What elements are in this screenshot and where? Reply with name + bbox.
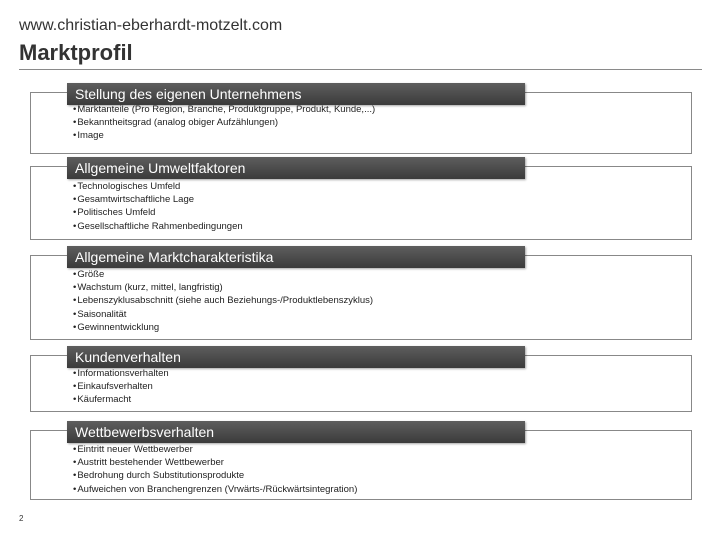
- list-item: • Bekanntheitsgrad (analog obiger Aufzählungen): [73, 116, 375, 129]
- section-header: Allgemeine Marktcharakteristika: [67, 246, 525, 268]
- bullet-list: [73, 180, 243, 233]
- list-item: • Lebenszyklusabschnitt (siehe auch Beziehungs-/Produktlebenszyklus): [73, 294, 373, 307]
- list-item: • Aufweichen von Branchengrenzen (Vrwärts-/Rückwärtsintegration): [73, 483, 357, 496]
- bullet-list: [73, 103, 375, 143]
- list-item: • Bedrohung durch Substitutionsprodukte: [73, 469, 357, 482]
- title-divider: [19, 69, 702, 70]
- section-header: Kundenverhalten: [67, 346, 525, 368]
- bullet-list: [73, 268, 373, 334]
- list-item: • Marktanteile (Pro Region, Branche, Produktgruppe, Produkt, Kunde,...): [73, 103, 375, 116]
- list-item: • Saisonalität: [73, 308, 373, 321]
- section-market-position: [30, 86, 692, 154]
- list-item: • Image: [73, 129, 375, 142]
- list-item: • Einkaufsverhalten: [73, 380, 169, 393]
- section-customer-behavior: [30, 349, 692, 412]
- list-item: • Wachstum (kurz, mittel, langfristig): [73, 281, 373, 294]
- section-market-characteristics: [30, 249, 692, 340]
- bullet-list: [73, 367, 169, 407]
- list-item: • Gewinnentwicklung: [73, 321, 373, 334]
- section-header: Wettbewerbsverhalten: [67, 421, 525, 443]
- site-url: www.christian-eberhardt-motzelt.com: [19, 17, 283, 34]
- section-environment-factors: [30, 160, 692, 240]
- list-item: • Informationsverhalten: [73, 367, 169, 380]
- list-item: • Käufermacht: [73, 393, 169, 406]
- page-title: Marktprofil: [19, 40, 133, 65]
- section-header: Allgemeine Umweltfaktoren: [67, 157, 525, 179]
- bullet-list: [73, 443, 357, 496]
- list-item: • Austritt bestehender Wettbewerber: [73, 456, 357, 469]
- list-item: • Gesamtwirtschaftliche Lage: [73, 193, 243, 206]
- list-item: • Gesellschaftliche Rahmenbedingungen: [73, 220, 243, 233]
- page-number: 2: [19, 514, 24, 523]
- section-competitive-behavior: [30, 424, 692, 500]
- list-item: • Größe: [73, 268, 373, 281]
- list-item: • Politisches Umfeld: [73, 206, 243, 219]
- list-item: • Eintritt neuer Wettbewerber: [73, 443, 357, 456]
- section-header: Stellung des eigenen Unternehmens: [67, 83, 525, 105]
- list-item: • Technologisches Umfeld: [73, 180, 243, 193]
